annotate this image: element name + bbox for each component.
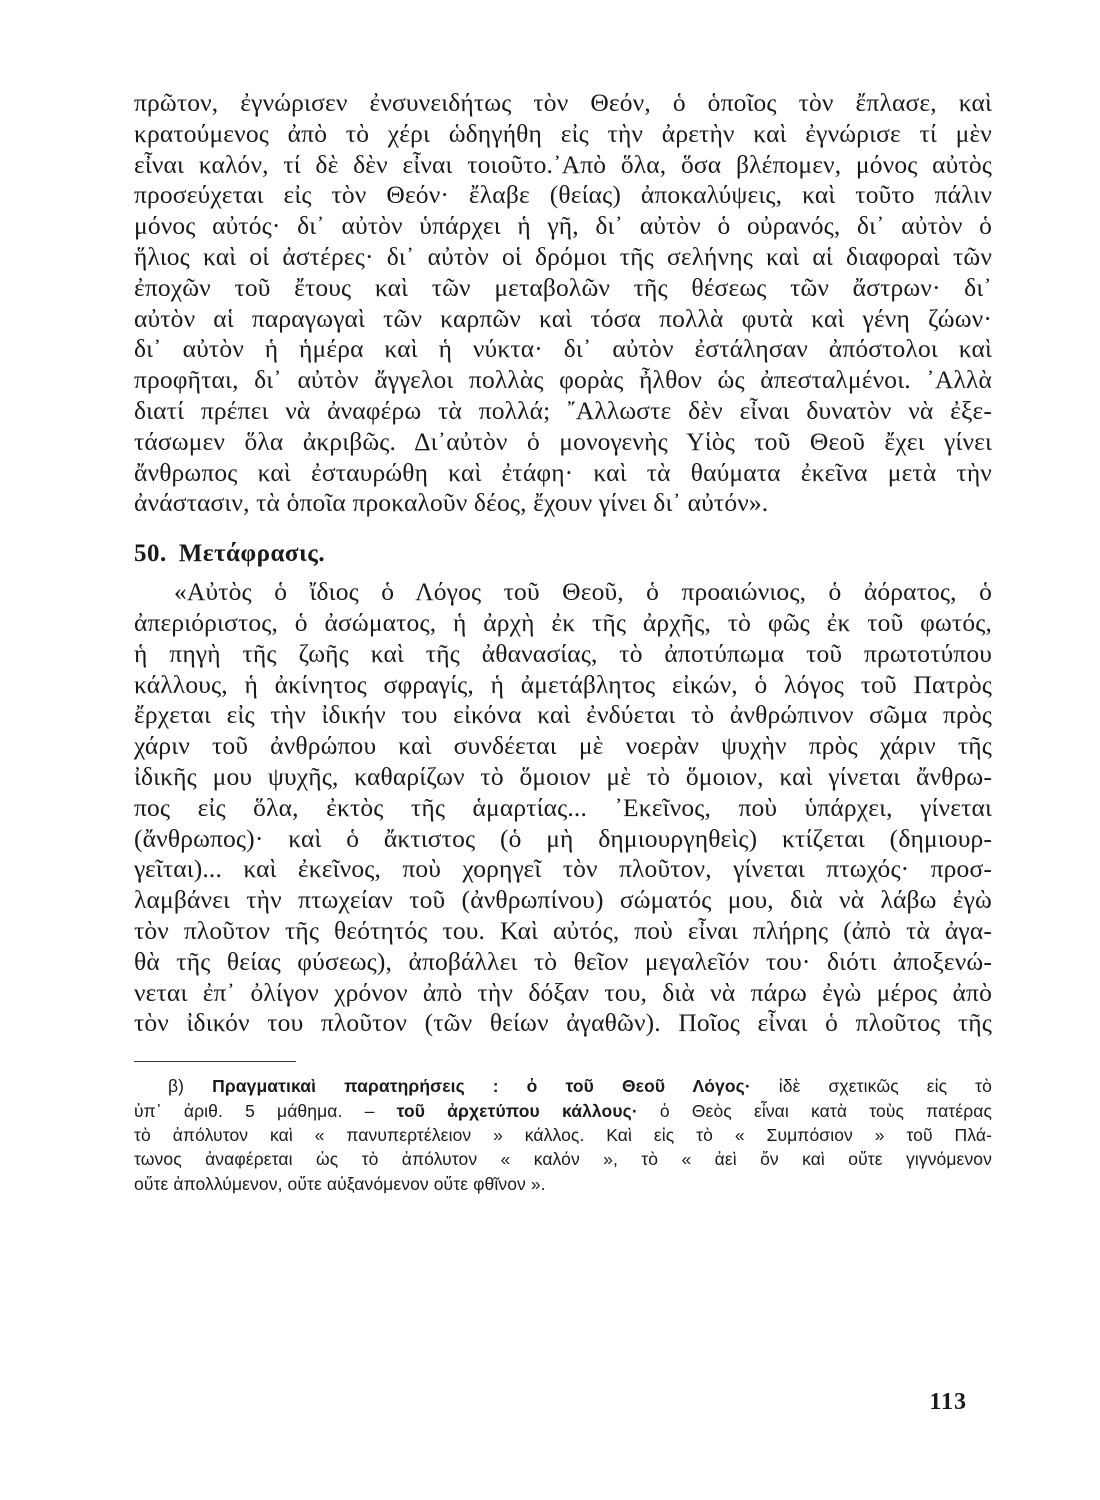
footnote-text: ἰδὲ σχετικῶς εἰς τὸ: [750, 1076, 993, 1097]
text-line: τὸν πλοῦτον τῆς θεότητός του. Καὶ αὐτός, ποὺ εἶναι πλήρης (ἀπὸ τὰ ἀγα-: [134, 915, 992, 945]
footnote-bold-phrase: Πραγματικαὶ παρατηρήσεις : ὁ τοῦ Θεοῦ Λόγος·: [212, 1076, 751, 1097]
section-heading: [134, 537, 992, 571]
text-line: ἔρχεται εἰς τὴν ἰδικήν του εἰκόνα καὶ ἐνδύεται τὸ ἀνθρώπινον σῶμα πρὸς: [134, 700, 992, 730]
section-title: Μετάφρασις.: [178, 540, 326, 568]
section-paragraph: [134, 577, 992, 1039]
footnote-bold-phrase: τοῦ ἀρχετύπου κάλλους·: [396, 1100, 638, 1121]
section-number: 50.: [134, 540, 167, 568]
text-line: πρῶτον, ἐγνώρισεν ἐνσυνειδήτως τὸν Θεόν, ὁ ὁποῖος τὸν ἔπλασε, καὶ: [134, 88, 992, 117]
text-line: τάσωμεν ὅλα ἀκριβῶς. Δι᾽αὐτὸν ὁ μονογενὴς Υἱὸς τοῦ Θεοῦ ἔχει γίνει: [134, 426, 992, 456]
footnote-line: οὔτε ἀπολλύμενον, οὔτε αὐξανόμενον οὔτε φθῖνον ».: [134, 1173, 546, 1194]
text-line: εἶναι καλόν, τί δὲ δὲν εἶναι τοιοῦτο.᾽Απὸ ὅλα, ὅσα βλέπομεν, μόνος αὐτὸς: [134, 149, 992, 179]
text-line: λαμβάνει τὴν πτωχείαν τοῦ (ἀνθρωπίνου) σώματός μου, διὰ νὰ λάβω ἐγὼ: [134, 885, 992, 915]
footnote-divider: [134, 1061, 296, 1062]
footnote-line: τωνος ἀναφέρεται ὡς τὸ ἀπόλυτον « καλόν », τὸ « ἀεὶ ὄν καὶ οὔτε γιγνόμενον: [134, 1149, 992, 1170]
text-line: προφῆται, δι᾽ αὐτὸν ἄγγελοι πολλὰς φορὰς ἦλθον ὡς ἀπεσταλμένοι. ᾽Αλλὰ: [134, 365, 992, 395]
text-line: κρατούμενος ἀπὸ τὸ χέρι ὡδηγήθη εἰς τὴν ἀρετὴν καὶ ἐγνώρισε τί μὲν: [134, 118, 992, 148]
footnote: [134, 1074, 992, 1196]
text-line: ἀπεριόριστος, ὁ ἀσώματος, ἡ ἀρχὴ ἐκ τῆς ἀρχῆς, τὸ φῶς ἐκ τοῦ φωτός,: [134, 607, 992, 637]
text-line-last: ἀνάστασιν, τὰ ὁποῖα προκαλοῦν δέος, ἔχουν γίνει δι᾽ αὐτόν».: [134, 488, 769, 518]
page-number: 113: [929, 1389, 967, 1415]
text-line: μόνος αὐτός· δι᾽ αὐτὸν ὑπάρχει ἡ γῆ, δι᾽ αὐτὸν ὁ οὐρανός, δι᾽ αὐτὸν ὁ: [134, 211, 992, 241]
text-line: ἡ πηγὴ τῆς ζωῆς καὶ τῆς ἀθανασίας, τὸ ἀποτύπωμα τοῦ πρωτοτύπου: [134, 638, 992, 668]
text-line: κάλλους, ἡ ἀκίνητος σφραγίς, ἡ ἀμετάβλητος εἰκών, ὁ λόγος τοῦ Πατρὸς: [134, 669, 992, 699]
text-line: γεῖται)... καὶ ἐκεῖνος, ποὺ χορηγεῖ τὸν πλοῦτον, γίνεται πτωχός· προσ-: [134, 854, 992, 884]
text-line: δι᾽ αὐτὸν ἡ ἡμέρα καὶ ἡ νύκτα· δι᾽ αὐτὸν ἐστάλησαν ἀπόστολοι καὶ: [134, 334, 992, 364]
text-line-first: «Αὐτὸς ὁ ἴδιος ὁ Λόγος τοῦ Θεοῦ, ὁ προαιώνιος, ὁ ἀόρατος, ὁ: [174, 577, 992, 607]
text-line: ἄνθρωπος καὶ ἐσταυρώθη καὶ ἐτάφη· καὶ τὰ θαύματα ἐκεῖνα μετὰ τὴν: [134, 457, 992, 487]
text-line: (ἄνθρωπος)· καὶ ὁ ἄκτιστος (ὁ μὴ δημιουργηθεὶς) κτίζεται (δημιουρ-: [134, 823, 992, 853]
text-line: ἥλιος καὶ οἱ ἀστέρες· δι᾽ αὐτὸν οἱ δρόμοι τῆς σελήνης καὶ αἱ διαφοραὶ τῶν: [134, 241, 992, 271]
text-line: ἐποχῶν τοῦ ἔτους καὶ τῶν μεταβολῶν τῆς θέσεως τῶν ἄστρων· δι᾽: [134, 272, 992, 302]
text-line: προσεύχεται εἰς τὸν Θεόν· ἔλαβε (θείας) ἀποκαλύψεις, καὶ τοῦτο πάλιν: [134, 180, 992, 210]
body-paragraph: [134, 88, 992, 519]
footnote-line: [134, 1074, 992, 1098]
text-line: θὰ τῆς θείας φύσεως), ἀποβάλλει τὸ θεῖον μεγαλεῖόν του· διότι ἀποξενώ-: [134, 946, 992, 976]
footnote-text: ὁ Θεὸς εἶναι κατὰ τοὺς πατέρας: [637, 1100, 993, 1121]
text-line: αὐτὸν αἱ παραγωγαὶ τῶν καρπῶν καὶ τόσα πολλὰ φυτὰ καὶ γένη ζώων·: [134, 303, 992, 333]
footnote-text: ὑπ᾽ ἀριθ. 5 μάθημα. –: [134, 1100, 397, 1121]
book-page: [134, 88, 992, 1468]
text-line: ἰδικῆς μου ψυχῆς, καθαρίζων τὸ ὅμοιον μὲ τὸ ὅμοιον, καὶ γίνεται ἄνθρω-: [134, 761, 992, 791]
text-line: χάριν τοῦ ἀνθρώπου καὶ συνδέεται μὲ νοερὰν ψυχὴν πρὸς χάριν τῆς: [134, 731, 992, 761]
text-line: τὸν ἰδικόν του πλοῦτον (τῶν θείων ἀγαθῶν). Ποῖος εἶναι ὁ πλοῦτος τῆς: [134, 1008, 992, 1038]
footnote-line: [134, 1099, 992, 1123]
text-line: διατί πρέπει νὰ ἀναφέρω τὰ πολλά; ῎Αλλωστε δὲν εἶναι δυνατὸν νὰ ἐξε-: [134, 395, 992, 425]
text-line: νεται ἐπ᾽ ὀλίγον χρόνον ἀπὸ τὴν δόξαν του, διὰ νὰ πάρω ἐγὼ μέρος ἀπὸ: [134, 977, 992, 1007]
footnote-label: β): [168, 1076, 185, 1097]
footnote-line: τὸ ἀπόλυτον καὶ « πανυπερτέλειον » κάλλος. Καὶ εἰς τὸ « Συμπόσιον » τοῦ Πλά-: [134, 1124, 992, 1145]
text-line: πος εἰς ὅλα, ἐκτὸς τῆς ἁμαρτίας... ᾽Εκεῖνος, ποὺ ὑπάρχει, γίνεται: [134, 792, 992, 822]
